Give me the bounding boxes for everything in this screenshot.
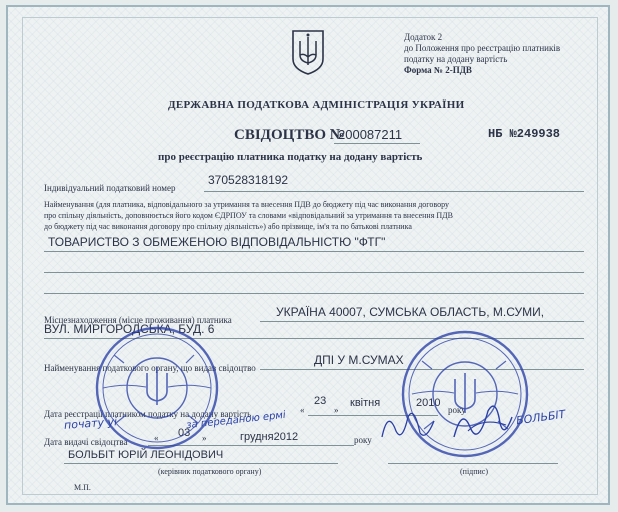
issuer-label: Найменування податкового органу, що видав свідоцтво (44, 363, 256, 373)
authority-title: ДЕРЖАВНА ПОДАТКОВА АДМІНІСТРАЦІЯ УКРАЇНИ (168, 99, 465, 111)
certificate-title: СВІДОЦТВО № (234, 127, 345, 143)
address-label: Місцезнаходження (місце проживання) платника (44, 315, 232, 325)
trident-emblem-icon (291, 29, 325, 75)
certificate-sheet (6, 5, 610, 505)
registration-year: 2010 (416, 397, 441, 409)
issue-day: 03 (178, 427, 191, 439)
seal-place-label: М.П. (74, 483, 91, 492)
annex-line-1: Додаток 2 (404, 32, 443, 42)
signature-caption: (підпис) (460, 467, 489, 476)
official-stamp-right-icon (400, 329, 530, 459)
address-line-2: ВУЛ. МИРГОРОДСЬКА, БУД. 6 (44, 322, 215, 336)
series-number: НБ №249938 (488, 127, 561, 141)
registration-month: квітня (350, 397, 381, 409)
certificate-subtitle: про реєстрацію платника податку на додану вартість (158, 151, 423, 163)
registration-label: Дата реєстрації платником податку на додану вартість (44, 409, 252, 419)
annex-line-2: до Положення про реєстрацію платників (404, 43, 561, 53)
taxpayer-name: ТОВАРИСТВО З ОБМЕЖЕНОЮ ВІДПОВІДАЛЬНІСТЮ "ФТГ" (48, 235, 386, 249)
handwritten-note-right: БОЛЬБІТ (515, 407, 567, 428)
annex-line-3: податку на додану вартість (404, 54, 508, 64)
issue-year-suffix: року (354, 435, 372, 445)
certificate-number: 200087211 (338, 127, 403, 142)
official-stamp-left-icon (94, 325, 220, 451)
handwritten-note-left: почату уі (63, 415, 118, 432)
form-number: Форма № 2-ПДВ (404, 65, 472, 75)
name-label-line-3: до бюджету під час виконання договору про спільну діяльність») або прізвище, ім'я та по батькові платника (44, 222, 412, 231)
issue-close-quote: » (202, 433, 207, 443)
head-role-caption: (керівник податкового органу) (158, 467, 262, 476)
name-label-line-2: про спільну діяльність, доповнюється його кодом ЄДРПОУ та словами «відповідальний за утримання та внесення ПДВ (44, 211, 453, 220)
name-label-line-1: Найменування (для платника, відповідального за утримання та внесення ПДВ до бюджету під час виконання договору (44, 200, 449, 209)
registration-close-quote: » (334, 405, 339, 415)
handwritten-note-middle: за переданою ермі (185, 409, 287, 432)
head-name: БОЛЬБІТ ЮРІЙ ЛЕОНІДОВИЧ (68, 449, 224, 461)
issue-month-year: грудня2012 (240, 431, 299, 443)
tax-id-label: Індивідуальний податковий номер (44, 183, 176, 193)
issuer-value: ДПІ У М.СУМАХ (314, 353, 404, 367)
issue-open-quote: « (154, 433, 159, 443)
issue-date-label: Дата видачі свідоцтва (44, 437, 128, 447)
registration-day: 23 (314, 395, 327, 407)
tax-id-value: 370528318192 (208, 173, 289, 187)
registration-year-suffix: року (448, 405, 466, 415)
registration-open-quote: « (300, 405, 305, 415)
address-line-1: УКРАЇНА 40007, СУМСЬКА ОБЛАСТЬ, М.СУМИ, (276, 305, 545, 319)
